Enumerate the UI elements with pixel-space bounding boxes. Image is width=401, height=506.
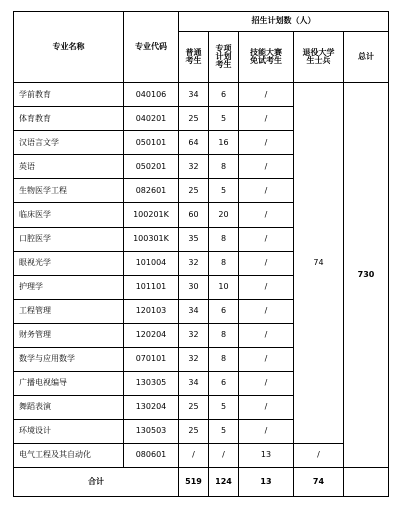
regular-count: 25: [179, 179, 209, 203]
special-count: 16: [209, 131, 239, 155]
subject-code: 130503: [124, 419, 179, 443]
skills-count: /: [239, 371, 294, 395]
subject-code: 100301K: [124, 227, 179, 251]
skills-count: /: [239, 347, 294, 371]
subject-name: 工程管理: [14, 299, 124, 323]
subject-name-header: 专业名称: [14, 12, 124, 83]
special-count: /: [209, 443, 239, 467]
skills-count: /: [239, 227, 294, 251]
regular-count: 25: [179, 107, 209, 131]
skills-count: /: [239, 107, 294, 131]
table-row: [14, 83, 389, 107]
skills-count: 13: [239, 443, 294, 467]
admission-plan-table: [13, 11, 389, 497]
subject-code: 120204: [124, 323, 179, 347]
subject-code: 040201: [124, 107, 179, 131]
skills-count: /: [239, 395, 294, 419]
subject-code: 101101: [124, 275, 179, 299]
grand-total: 730: [344, 83, 389, 468]
regular-count: 60: [179, 203, 209, 227]
regular-count: 32: [179, 347, 209, 371]
skills-count: /: [239, 299, 294, 323]
special-count: 6: [209, 299, 239, 323]
subject-code: 082601: [124, 179, 179, 203]
subject-code-header: 专业代码: [124, 12, 179, 83]
subject-name: 生物医学工程: [14, 179, 124, 203]
skills-count: /: [239, 275, 294, 299]
skills-count: /: [239, 155, 294, 179]
subject-name: 舞蹈表演: [14, 395, 124, 419]
skills-count: /: [239, 83, 294, 107]
special-count: 5: [209, 419, 239, 443]
subject-name: 英语: [14, 155, 124, 179]
sum-skills: 13: [239, 467, 294, 496]
special-count: 6: [209, 83, 239, 107]
subject-code: 101004: [124, 251, 179, 275]
subject-name: 汉语言文学: [14, 131, 124, 155]
plan-total-title: 招生计划数（人）: [179, 12, 389, 32]
regular-count: 32: [179, 155, 209, 179]
special-count: 5: [209, 395, 239, 419]
subject-name: 财务管理: [14, 323, 124, 347]
special-count: 8: [209, 227, 239, 251]
special-count: 8: [209, 155, 239, 179]
subject-code: 070101: [124, 347, 179, 371]
special-count: 6: [209, 371, 239, 395]
subject-code: 100201K: [124, 203, 179, 227]
regular-count: 25: [179, 395, 209, 419]
veterans-group-count: 74: [294, 83, 344, 444]
sum-label: 合计: [14, 467, 179, 496]
subject-name: 广播电视编导: [14, 371, 124, 395]
sum-regular: 519: [179, 467, 209, 496]
subject-code: 120103: [124, 299, 179, 323]
header-row: [14, 12, 389, 32]
subject-code: 040106: [124, 83, 179, 107]
subject-name: 护理学: [14, 275, 124, 299]
sum-veterans: 74: [294, 467, 344, 496]
subject-name: 数学与应用数学: [14, 347, 124, 371]
veterans-count: /: [294, 443, 344, 467]
special-count: 8: [209, 347, 239, 371]
regular-count: 34: [179, 371, 209, 395]
skills-count: /: [239, 203, 294, 227]
sum-special: 124: [209, 467, 239, 496]
special-count: 10: [209, 275, 239, 299]
veterans-header: 退役大学生士兵: [294, 31, 344, 83]
special-count: 5: [209, 107, 239, 131]
sum-row: [14, 467, 389, 496]
skills-header: 技能大赛免试考生: [239, 31, 294, 83]
special-count: 20: [209, 203, 239, 227]
regular-header: 普通考生: [179, 31, 209, 83]
skills-count: /: [239, 131, 294, 155]
subject-code: 050101: [124, 131, 179, 155]
special-plan-header: 专项计划考生: [209, 31, 239, 83]
subject-name: 环境设计: [14, 419, 124, 443]
special-count: 5: [209, 179, 239, 203]
regular-count: /: [179, 443, 209, 467]
regular-count: 64: [179, 131, 209, 155]
sum-total-empty: [344, 467, 389, 496]
special-count: 8: [209, 323, 239, 347]
total-header: 总计: [344, 31, 389, 83]
subject-name: 体育教育: [14, 107, 124, 131]
table-row: [14, 443, 389, 467]
subject-name: 眼视光学: [14, 251, 124, 275]
regular-count: 34: [179, 83, 209, 107]
subject-code: 130305: [124, 371, 179, 395]
subject-name: 口腔医学: [14, 227, 124, 251]
skills-count: /: [239, 419, 294, 443]
subject-name: 电气工程及其自动化: [14, 443, 124, 467]
subject-name: 临床医学: [14, 203, 124, 227]
regular-count: 32: [179, 323, 209, 347]
skills-count: /: [239, 251, 294, 275]
subject-code: 050201: [124, 155, 179, 179]
regular-count: 30: [179, 275, 209, 299]
subject-code: 080601: [124, 443, 179, 467]
special-count: 8: [209, 251, 239, 275]
skills-count: /: [239, 179, 294, 203]
regular-count: 32: [179, 251, 209, 275]
skills-count: /: [239, 323, 294, 347]
regular-count: 34: [179, 299, 209, 323]
subject-name: 学前教育: [14, 83, 124, 107]
subject-code: 130204: [124, 395, 179, 419]
regular-count: 35: [179, 227, 209, 251]
regular-count: 25: [179, 419, 209, 443]
